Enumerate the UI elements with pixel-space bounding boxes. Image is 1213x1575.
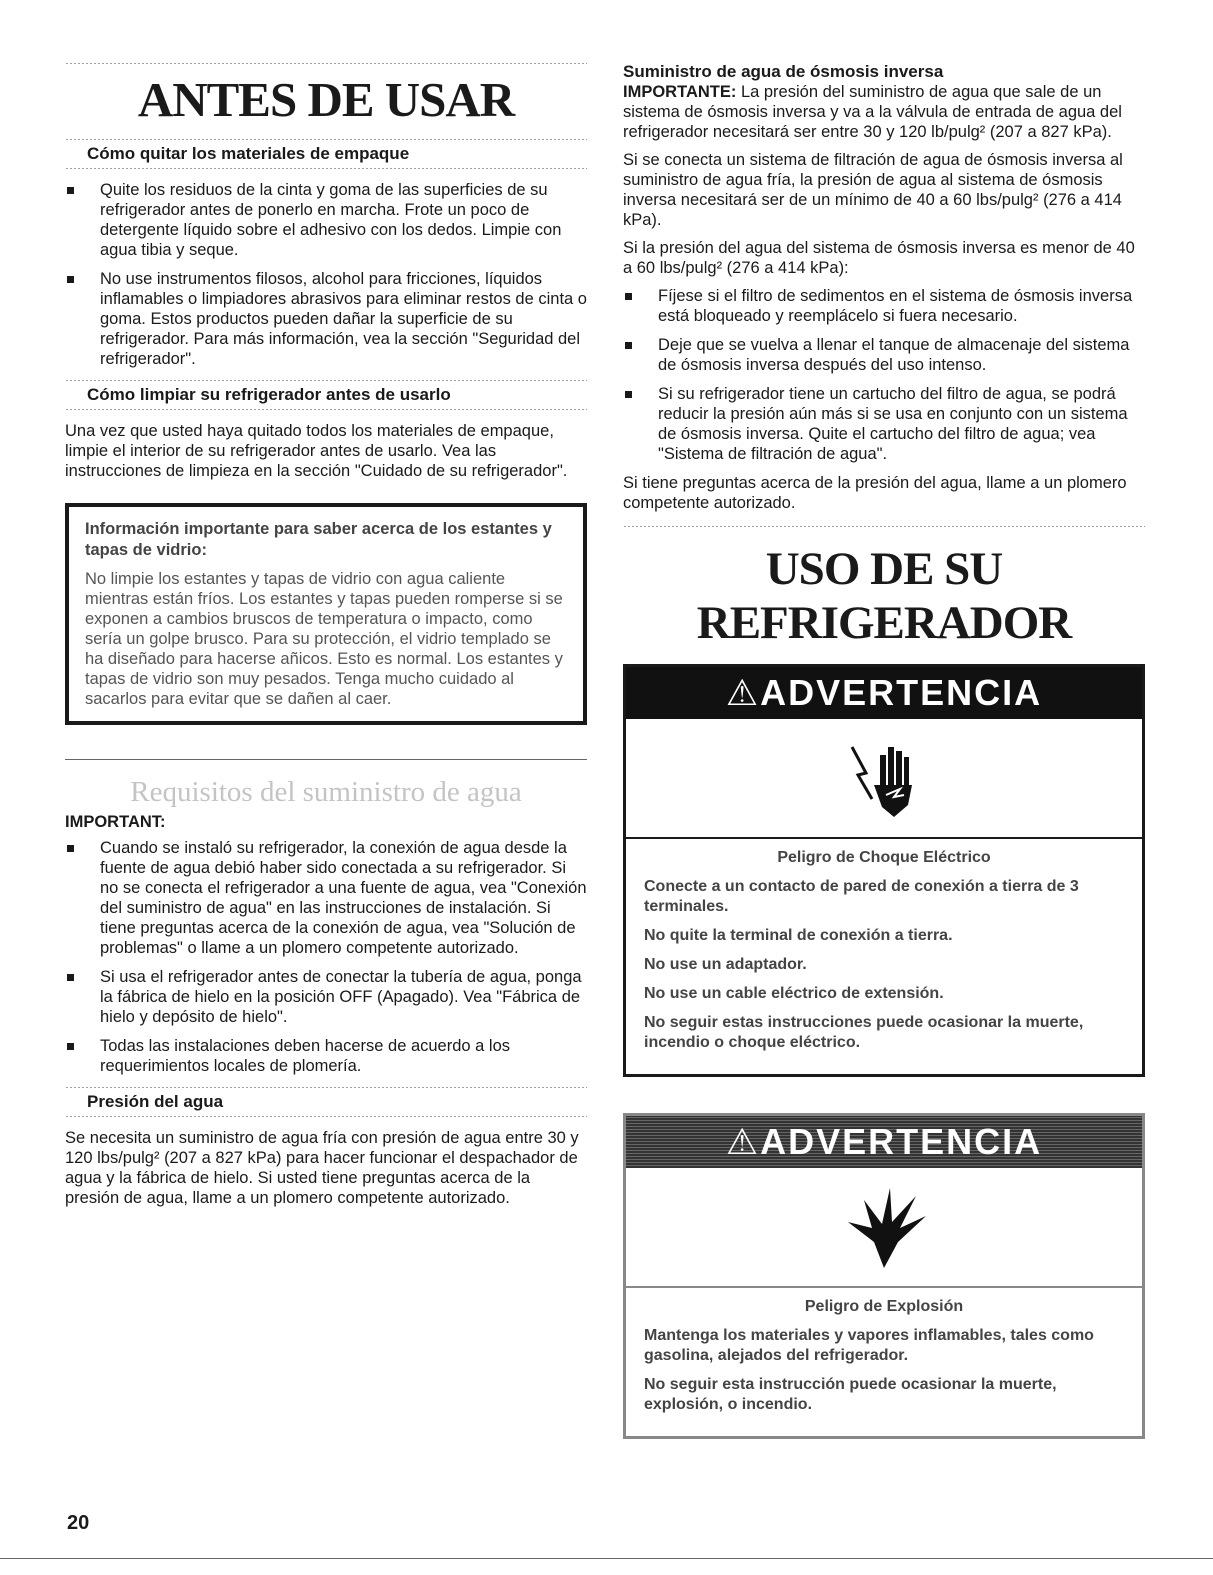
divider (623, 525, 1145, 528)
important-label: IMPORTANT: (65, 813, 166, 831)
list-item: Si usa el refrigerador antes de conectar la tubería de agua, ponga la fábrica de hielo en la posición OFF (Apagado). Vea "Fábrica de hielo y depósito de hielo". (65, 967, 587, 1027)
subheading-pressure: Presión del agua (87, 1092, 224, 1111)
subheading-reverse-osmosis: Suministro de agua de ósmosis inversa (623, 62, 944, 81)
warning-line: No quite la terminal de conexión a tierra. (644, 927, 953, 944)
warning-body (626, 839, 1142, 1074)
warning-line: No use un adaptador. (644, 956, 807, 973)
subheading-block (65, 1086, 587, 1118)
ro-paragraph-important (623, 82, 1145, 142)
subheading-block (65, 379, 587, 411)
warning-line: Conecte a un contacto de pared de conexión a tierra de 3 terminales. (644, 878, 1079, 915)
water-bullets (65, 838, 587, 1076)
right-column (623, 62, 1145, 1439)
ro-bullets (623, 286, 1145, 464)
section-title: ANTES DE USAR (137, 72, 515, 127)
water-supply-heading: Requisitos del suministro de agua (65, 759, 587, 809)
ro-paragraph: Si la presión del agua del sistema de ósmosis inversa es menor de 40 a 60 lbs/pulg² (276 a 414 kPa): (623, 239, 1135, 277)
divider (65, 408, 587, 411)
warning-line: No use un cable eléctrico de extensión. (644, 985, 944, 1002)
electric-shock-warning (623, 664, 1145, 1077)
warning-title: Peligro de Choque Eléctrico (777, 849, 991, 866)
warning-line: Mantenga los materiales y vapores inflamables, tales como gasolina, alejados del refrigerador. (644, 1327, 1094, 1364)
notice-text: No limpie los estantes y tapas de vidrio con agua caliente mientras están fríos. Los estantes y tapas pueden romperse si se exponen a cambios bruscos de temperatura o impacto, como sería un golpe brusco. Para su protección, el vidrio templado se ha diseñado para hacerse añicos. Esto es normal. Los estantes y tapas de vidrio son muy pesados. Tenga mucho cuidado al sacarlos para evitar que se dañen al caer. (85, 570, 563, 708)
section-title: USO DE SU REFRIGERADOR (696, 543, 1072, 649)
warning-triangle-icon: ⚠ (725, 1121, 761, 1162)
divider (65, 167, 587, 170)
list-item: Fíjese si el filtro de sedimentos en el sistema de ósmosis inversa está bloqueado y reemplácelo si fuera necesario. (623, 286, 1145, 326)
divider (65, 62, 587, 65)
warning-triangle-icon: ⚠ (725, 672, 761, 713)
important-label: IMPORTANTE: (623, 83, 737, 101)
page-number: 20 (67, 1512, 90, 1534)
glass-shelves-notice (65, 503, 587, 725)
list-item: Cuando se instaló su refrigerador, la conexión de agua desde la fuente de agua debió haber sido conectada a su refrigerador. Si no se conecta el refrigerador a una fuente de agua, vea "Conexión del suministro de agua" en las instrucciones de instalación. Si tiene preguntas acerca de la conexión de agua, vea "Solución de problemas" o llame a un plomero competente autorizado. (65, 838, 587, 958)
warning-label: ADVERTENCIA (760, 672, 1043, 713)
subheading-packing: Cómo quitar los materiales de empaque (87, 144, 410, 163)
warning-line: No seguir estas instrucciones puede ocasionar la muerte, incendio o choque eléctrico. (644, 1014, 1084, 1051)
warning-label: ADVERTENCIA (760, 1121, 1043, 1162)
cleaning-paragraph: Una vez que usted haya quitado todos los materiales de empaque, limpie el interior de su refrigerador antes de usarlo. Vea las instrucciones de limpieza en la sección "Cuidado de su refrigerador". (65, 422, 568, 480)
ro-important-text: La presión del suministro de agua que sale de un sistema de ósmosis inversa y va a la válvula de entrada de agua del refrigerador necesitará ser entre 30 y 120 lb/pulg² (207 a 827 kPa). (623, 83, 1122, 141)
warning-header (626, 667, 1142, 719)
list-item: Todas las instalaciones deben hacerse de acuerdo a los requerimientos locales de plomería. (65, 1036, 587, 1076)
explosion-warning (623, 1113, 1145, 1439)
shock-hazard-icon (626, 719, 1142, 839)
ro-paragraph: Si tiene preguntas acerca de la presión del agua, llame a un plomero competente autorizado. (623, 474, 1127, 512)
list-item: Deje que se vuelva a llenar el tanque de almacenaje del sistema de ósmosis inversa después del uso intenso. (623, 335, 1145, 375)
ro-paragraph: Si se conecta un sistema de filtración de agua de ósmosis inversa al suministro de agua fría, la presión de agua al sistema de ósmosis inversa necesitará ser de un mínimo de 40 a 60 lbs/pulg² (276 a 414 kPa). (623, 151, 1123, 229)
warning-line: No seguir esta instrucción puede ocasionar la muerte, explosión, o incendio. (644, 1376, 1057, 1413)
list-item: No use instrumentos filosos, alcohol para fricciones, líquidos inflamables o limpiadores abrasivos para eliminar restos de cinta o goma. Estos productos pueden dañar la superficie de su refrigerador. Para más información, vea la sección "Seguridad del refrigerador". (65, 269, 587, 369)
warning-header (626, 1116, 1142, 1168)
left-column (65, 62, 587, 1216)
warning-body (626, 1288, 1142, 1436)
notice-title: Información importante para saber acerca de los estantes y tapas de vidrio: (85, 520, 552, 559)
packing-bullets (65, 180, 587, 369)
explosion-hazard-icon (626, 1168, 1142, 1288)
footer-divider (0, 1558, 1213, 1559)
divider (65, 1115, 587, 1118)
list-item: Quite los residuos de la cinta y goma de las superficies de su refrigerador antes de ponerlo en marcha. Frote un poco de detergente líquido sobre el adhesivo con los dedos. Limpie con agua tibia y seque. (65, 180, 587, 260)
subheading-block (65, 138, 587, 170)
warning-title: Peligro de Explosión (804, 1298, 964, 1315)
subheading-cleaning: Cómo limpiar su refrigerador antes de usarlo (87, 385, 451, 404)
list-item: Si su refrigerador tiene un cartucho del filtro de agua, se podrá reducir la presión aún más si se usa en conjunto con un sistema de ósmosis inversa. Quite el cartucho del filtro de agua; vea "Sistema de filtración de agua". (623, 384, 1145, 464)
pressure-paragraph: Se necesita un suministro de agua fría con presión de agua entre 30 y 120 lbs/pulg² (207 a 827 kPa) para hacer funcionar el despachador de agua y la fábrica de hielo. Si usted tiene preguntas acerca de la presión de agua, llame a un plomero competente autorizado. (65, 1129, 579, 1207)
